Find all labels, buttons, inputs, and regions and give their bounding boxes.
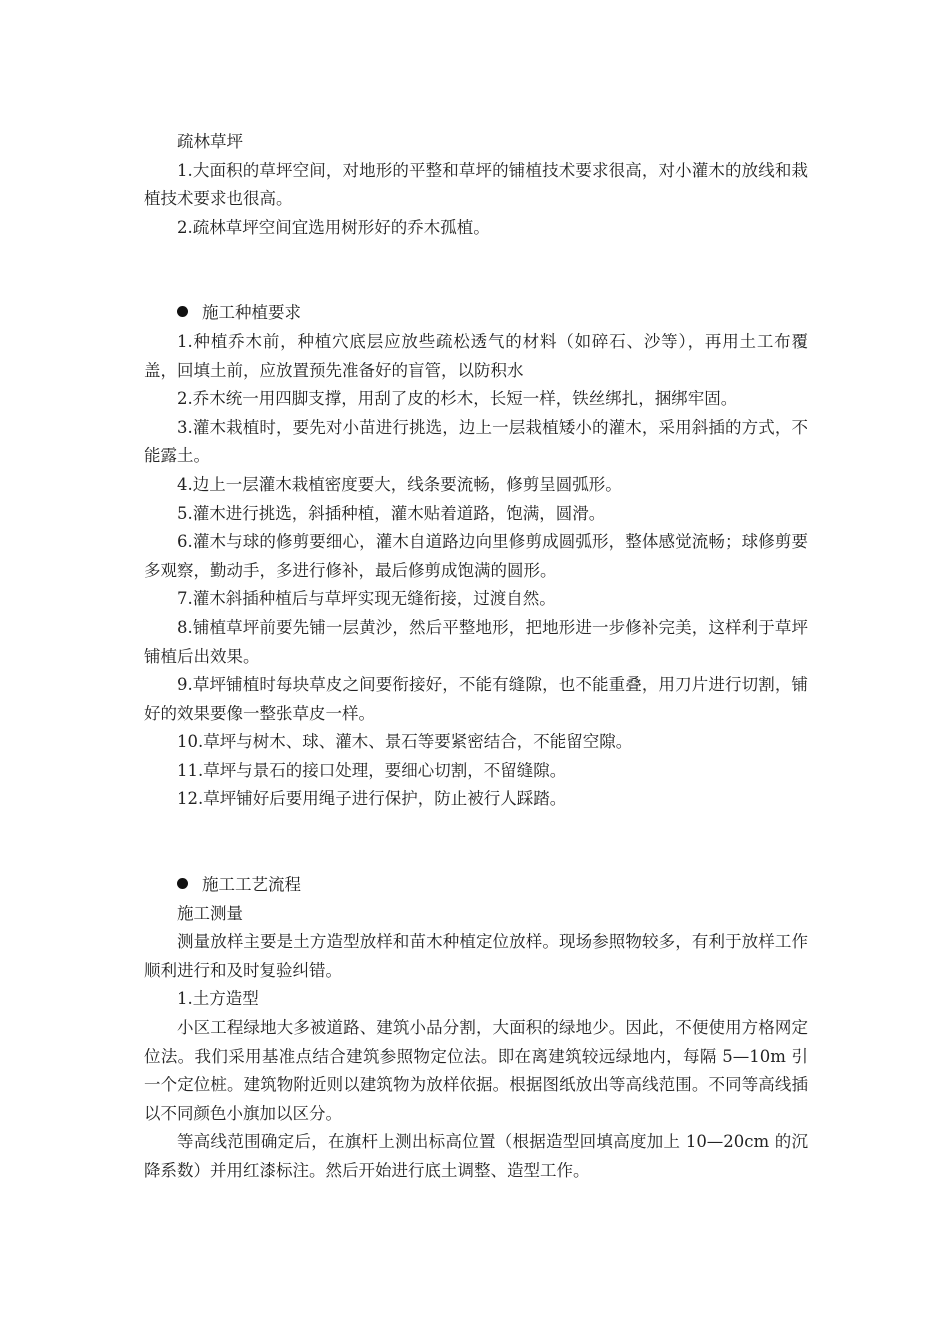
paragraph: 测量放样主要是土方造型放样和苗木种植定位放样。现场参照物较多，有利于放样工作顺利进行和及时复验纠错。 bbox=[144, 932, 808, 980]
section-title-sparse-forest-lawn: 疏林草坪 bbox=[177, 132, 243, 151]
spacer bbox=[144, 814, 808, 871]
list-item: 5.灌木进行挑选，斜插种植，灌木贴着道路，饱满，圆滑。 bbox=[177, 503, 606, 523]
paragraph: 1.大面积的草坪空间，对地形的平整和草坪的铺植技术要求很高，对小灌木的放线和栽植技术要求也很高。 bbox=[144, 160, 808, 209]
list-item: 9.草坪铺植时每块草皮之间要衔接好，不能有缝隙，也不能重叠，用刀片进行切割，铺好的效果要像一整张草皮一样。 bbox=[144, 675, 808, 723]
paragraph: 小区工程绿地大多被道路、建筑小品分割，大面积的绿地少。因此，不便使用方格网定位法。我们采用基准点结合建筑参照物定位法。即在离建筑较远绿地内，每隔 5—10m 引一个定位桩。建筑物附近则以建筑物为放样依据。根据图纸放出等高线范围。不同等高线插以不同颜色小旗加以区分。 bbox=[144, 1018, 808, 1123]
section-heading-planting-requirements bbox=[144, 299, 808, 328]
subsection-title-earthwork: 1.土方造型 bbox=[177, 989, 259, 1009]
list-item: 11.草坪与景石的接口处理，要细心切割，不留缝隙。 bbox=[177, 760, 567, 780]
list-item: 10.草坪与树木、球、灌木、景石等要紧密结合，不能留空隙。 bbox=[177, 732, 633, 752]
section-heading-text: 施工工艺流程 bbox=[202, 875, 301, 895]
list-item: 6.灌木与球的修剪要细心，灌木自道路边向里修剪成圆弧形，整体感觉流畅；球修剪要多观察，勤动手，多进行修补，最后修剪成饱满的圆形。 bbox=[144, 532, 808, 580]
list-item: 8.铺植草坪前要先铺一层黄沙，然后平整地形，把地形进一步修补完美，这样利于草坪铺植后出效果。 bbox=[144, 617, 808, 666]
list-item: 7.灌木斜插种植后与草坪实现无缝衔接，过渡自然。 bbox=[177, 589, 556, 609]
subsection-title-survey: 施工测量 bbox=[177, 903, 243, 923]
spacer bbox=[144, 242, 808, 299]
paragraph: 2.疏林草坪空间宜选用树形好的乔木孤植。 bbox=[177, 217, 490, 237]
bullet-icon bbox=[177, 878, 188, 889]
document-body bbox=[144, 128, 808, 1186]
paragraph: 等高线范围确定后，在旗杆上测出标高位置（根据造型回填高度加上 10—20cm 的沉降系数）并用红漆标注。然后开始进行底土调整、造型工作。 bbox=[144, 1132, 808, 1180]
bullet-icon bbox=[177, 306, 188, 317]
section-heading-text: 施工种植要求 bbox=[202, 303, 301, 323]
list-item: 2.乔木统一用四脚支撑，用刮了皮的杉木，长短一样，铁丝绑扎，捆绑牢固。 bbox=[177, 389, 738, 409]
list-item: 3.灌木栽植时，要先对小苗进行挑选，边上一层栽植矮小的灌木，采用斜插的方式，不能露土。 bbox=[144, 417, 808, 466]
section-heading-process-flow bbox=[144, 871, 808, 900]
list-item: 4.边上一层灌木栽植密度要大，线条要流畅，修剪呈圆弧形。 bbox=[177, 474, 622, 494]
list-item: 1.种植乔木前，种植穴底层应放些疏松透气的材料（如碎石、沙等），再用土工布覆盖，回填土前，应放置预先准备好的盲管，以防积水 bbox=[144, 331, 808, 380]
list-item: 12.草坪铺好后要用绳子进行保护，防止被行人踩踏。 bbox=[177, 789, 567, 809]
